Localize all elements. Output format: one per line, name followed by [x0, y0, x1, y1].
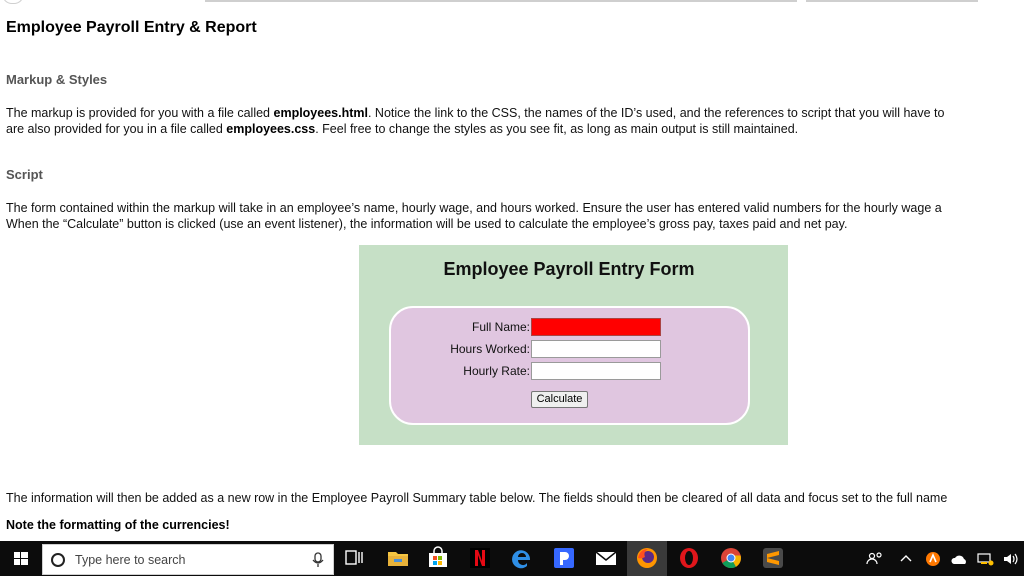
section-heading-markup: Markup & Styles — [6, 72, 108, 87]
hourly-rate-label: Hourly Rate: — [463, 364, 530, 378]
windows-taskbar — [0, 541, 1024, 576]
filename-css: employees.css — [226, 122, 316, 136]
system-tray — [860, 541, 1024, 576]
netflix-icon[interactable] — [468, 546, 492, 570]
firefox-icon[interactable] — [635, 546, 659, 570]
people-icon[interactable] — [866, 550, 884, 568]
pandora-icon[interactable] — [552, 546, 576, 570]
full-name-row — [391, 318, 752, 336]
full-name-label: Full Name: — [471, 320, 530, 334]
paragraph-after-form: The information will then be added as a new row in the Employee Payroll Summary table below. The fields should then be cleared of all data and focus set to the full name — [6, 491, 948, 505]
microphone-icon[interactable] — [311, 552, 325, 568]
hours-worked-input[interactable] — [531, 340, 661, 358]
volume-icon[interactable] — [1002, 550, 1020, 568]
chevron-up-icon[interactable] — [900, 553, 912, 563]
payroll-form — [389, 306, 750, 425]
search-placeholder: Type here to search — [75, 553, 186, 567]
chrome-icon[interactable] — [719, 546, 743, 570]
taskbar-search-box[interactable] — [42, 544, 334, 575]
paragraph-script-line1: The form contained within the markup will take in an employee’s name, hourly wage, and hours worked. Ensure the user has entered valid numbers for the hourly wage a — [6, 201, 942, 215]
hourly-rate-input[interactable] — [531, 362, 661, 380]
text-span: . Feel free to change the styles as you see fit, as long as main output is still maintained. — [315, 122, 799, 136]
store-icon[interactable] — [426, 546, 450, 570]
hours-worked-row — [391, 340, 752, 358]
text-span: The markup is provided for you with a file called — [6, 106, 274, 120]
opera-icon[interactable] — [677, 546, 701, 570]
windows-logo-icon — [0, 541, 42, 576]
onedrive-icon[interactable] — [950, 550, 970, 568]
start-button[interactable] — [0, 541, 42, 576]
avast-icon[interactable] — [924, 550, 942, 568]
hourly-rate-row — [391, 362, 752, 380]
payroll-form-panel — [359, 245, 788, 445]
hours-worked-label: Hours Worked: — [450, 342, 530, 356]
calculate-button[interactable]: Calculate — [531, 391, 588, 408]
form-title: Employee Payroll Entry Form — [443, 259, 695, 279]
text-span: are also provided for you in a file called — [6, 122, 227, 136]
text-span: . Notice the link to the CSS, the names of the ID’s used, and the references to script that you will have to — [367, 106, 945, 120]
currency-note: Note the formatting of the currencies! — [6, 518, 230, 532]
file-explorer-icon[interactable] — [386, 546, 410, 570]
full-name-input[interactable] — [531, 318, 661, 336]
filename-html: employees.html — [273, 106, 368, 120]
mail-icon[interactable] — [594, 546, 618, 570]
sublime-text-icon[interactable] — [761, 546, 785, 570]
section-heading-script: Script — [6, 167, 43, 182]
paragraph-markup-line2 — [6, 121, 798, 137]
cortana-icon — [51, 553, 65, 567]
paragraph-script-line2: When the “Calculate” button is clicked (use an event listener), the information will be used to calculate the employee’s gross pay, taxes paid and net pay. — [6, 217, 848, 231]
task-view-icon[interactable] — [342, 546, 366, 570]
page-title: Employee Payroll Entry & Report — [6, 19, 257, 36]
edge-icon[interactable] — [510, 546, 534, 570]
network-icon[interactable] — [976, 550, 994, 568]
paragraph-markup-line1 — [6, 105, 944, 121]
